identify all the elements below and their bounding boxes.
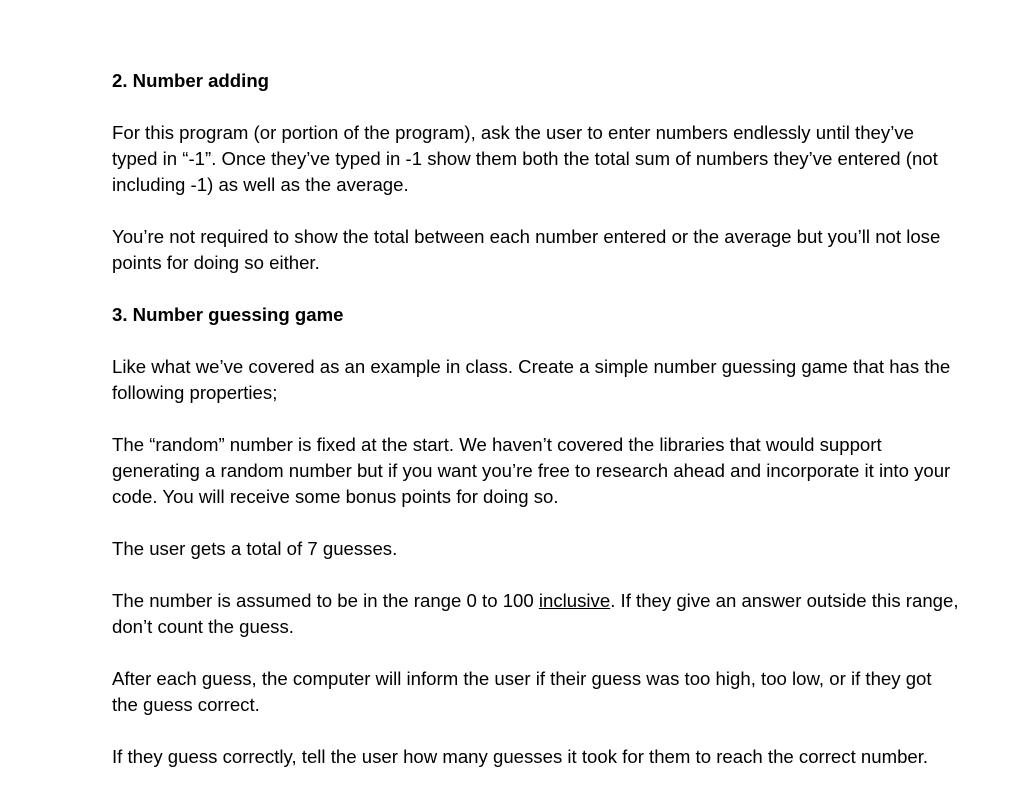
section-2-heading: 2. Number adding [112,70,270,91]
section-3-paragraph-2: The “random” number is fixed at the start. We haven’t covered the libraries that would support generating a random number but if you want you’re free to research ahead and incorporate it into your code. You will receive some bonus points for doing so. [112,434,951,507]
range-text-end: . If they give an answer outside this range, don’t count the guess. [112,590,959,637]
section-3-paragraph-6: If they guess correctly, tell the user how many guesses it took for them to reach the correct number. [112,746,929,767]
section-3-paragraph-3: The user gets a total of 7 guesses. [112,538,398,559]
section-3-heading: 3. Number guessing game [112,304,344,325]
section-3-paragraph-5: After each guess, the computer will inform the user if their guess was too high, too low, or if they got the guess correct. [112,668,932,715]
inclusive-underlined-text: inclusive [538,590,611,611]
section-2-paragraph-2: You’re not required to show the total between each number entered or the average but you’ll not lose points for doing so either. [112,226,941,273]
section-2-paragraph-1: For this program (or portion of the program), ask the user to enter numbers endlessly until they’ve typed in “-1”. Once they’ve typed in -1 show them both the total sum of numbers they’ve entered (not including -1) as well as the average. [112,122,938,195]
section-3-paragraph-4 [112,588,962,640]
range-text: The number is assumed to be in the range 0 to 100 [112,590,539,611]
section-3-paragraph-1: Like what we’ve covered as an example in class. Create a simple number guessing game that has the following properties; [112,356,951,403]
document-body [112,68,962,796]
